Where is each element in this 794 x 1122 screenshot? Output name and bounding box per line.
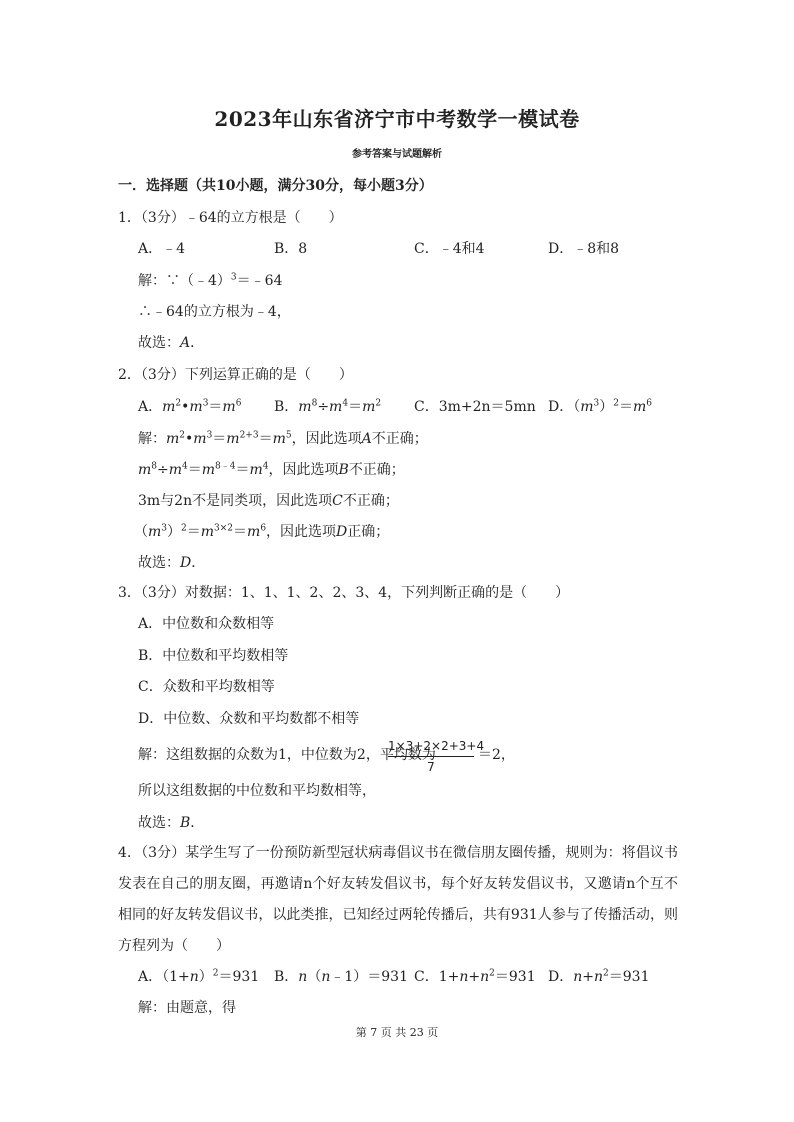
page-footer: 第 7 页 共 23 页	[355, 1026, 439, 1039]
q2-stem: 2．（3分）下列运算正确的是（ ）	[118, 367, 353, 383]
q1-option-c: C．﹣4和4	[414, 241, 485, 257]
q2-sol-d-tail: ，因此选项	[266, 524, 337, 540]
q2-solution-line-2: $m^8\div m^4=m^{8﹣4}=m^4$，因此选项B不正确；	[138, 461, 405, 478]
q2-sol-prefix: 解：	[138, 431, 166, 447]
q2-option-b: B．$m^8\div m^4=m^2$	[274, 398, 382, 415]
q2-sol-c-text: 3m与2n不是同类项，因此选项	[138, 493, 333, 509]
q4-option-d: D．$n+n^2=931$	[548, 968, 650, 985]
q1-solution-line-1	[138, 272, 282, 290]
q3-answer-letter: B	[180, 815, 191, 831]
q2-sol-b-end: 不正确；	[348, 462, 405, 478]
q2-sol-a-end: 不正确；	[371, 431, 428, 447]
q3-stem: 3．（3分）对数据：1、1、1、2、2、3、4，下列判断正确的是（ ）	[118, 585, 570, 601]
q1-sol1-a: 解：∵（﹣4）	[138, 273, 231, 289]
q1-option-a: A．﹣4	[138, 241, 186, 257]
q2-answer-letter: D	[180, 555, 192, 571]
q1-solution-line-2: ∴﹣64的立方根为﹣4，	[138, 304, 291, 320]
q2-option-c	[414, 398, 536, 416]
q2-solution-line-1: 解：$m^2•m^3=m^{2+3}=m^5$，因此选项A不正确；	[138, 430, 428, 447]
q4-option-c: C．$1+n+n^2=931$	[414, 968, 536, 985]
page-title: 2023年山东省济宁市中考数学一模试卷	[214, 107, 580, 131]
q2-option-d-label: D．	[548, 399, 574, 415]
q1-sol1-sup: 3	[230, 272, 237, 283]
q3-fraction-numerator: 1×3+2×2+3+4	[388, 738, 474, 757]
q2-sol-b-tail: ，因此选项	[268, 462, 339, 478]
q3-fraction-denominator: 7	[427, 760, 435, 774]
q3-solution-line-1-end: ＝2，	[478, 747, 515, 763]
q3-solution-line-2: 所以这组数据的中位数和平均数相等，	[138, 783, 376, 799]
q2-option-a: A．$m^2•m^3=m^6$	[138, 398, 242, 415]
q4-solution-line-1: 解：由题意，得	[138, 1000, 236, 1016]
q3-option-b: B．中位数和平均数相等	[138, 648, 289, 664]
q2-solution-line-4: $(m^3)^2=m^{3\times 2}=m^6$，因此选项D正确；	[134, 523, 390, 540]
q4-option-a: A．$(1+n)^2=931$	[138, 968, 260, 985]
section-heading: 一．选择题（共10小题，满分30分，每小题3分）	[118, 178, 433, 194]
q3-mean-fraction	[388, 738, 485, 775]
q3-option-a: A．中位数和众数相等	[138, 616, 275, 632]
q3-answer-end: ．	[190, 815, 205, 831]
q1-stem: 1．（3分）﹣64的立方根是（ ）	[118, 210, 343, 226]
q2-answer	[138, 554, 205, 572]
q1-option-b: B．8	[274, 241, 308, 257]
q2-sol-c-end: 不正确；	[342, 493, 399, 509]
q2-sol-d-end: 正确；	[347, 524, 390, 540]
q3-answer	[138, 814, 204, 832]
q2-option-a-label: A．	[138, 399, 163, 415]
q1-answer-label: 故选：	[138, 335, 180, 351]
q2-sol-a-tail: ，因此选项	[291, 431, 362, 447]
q4-stem: 4．（3分）某学生写了一份预防新型冠状病毒倡议书在微信朋友圈传播，规则为：将倡议书发表在自己的朋友圈，再邀请n个好友转发倡议书，每个好友转发倡议书，又邀请n个互不相同的好友转发倡议书，以此类推，已知经过两轮传播后，共有931人参与了传播活动，则方程列为（ ）	[118, 845, 678, 954]
q2-option-b-label: B．	[274, 399, 299, 415]
q1-option-d: D．﹣8和8	[548, 241, 620, 257]
q3-solution-line-1: 解：这组数据的众数为1，中位数为2，平均数为	[138, 747, 436, 763]
q1-answer-letter: A	[180, 335, 191, 351]
q4-option-b: B．n（n﹣1）＝931	[274, 969, 408, 985]
q3-option-d: D．中位数、众数和平均数都不相等	[138, 711, 360, 727]
q2-answer-label: 故选：	[138, 555, 180, 571]
q3-answer-label: 故选：	[138, 815, 180, 831]
q1-answer-end: ．	[190, 335, 205, 351]
q1-sol1-b: ＝﹣64	[236, 273, 283, 289]
q2-option-d: D．$(m^3)^2=m^6$	[548, 398, 652, 415]
q2-solution-line-3: 3m与2n不是同类项，因此选项C不正确；	[138, 493, 399, 509]
q2-option-c-label: C．	[414, 399, 439, 415]
q2-option-c-text: 3m+2n＝5mn	[438, 399, 536, 415]
q2-answer-end: ．	[191, 555, 206, 571]
q1-answer	[138, 334, 204, 352]
page-subtitle: 参考答案与试题解析	[352, 149, 442, 160]
q3-option-c: C．众数和平均数相等	[138, 679, 275, 695]
